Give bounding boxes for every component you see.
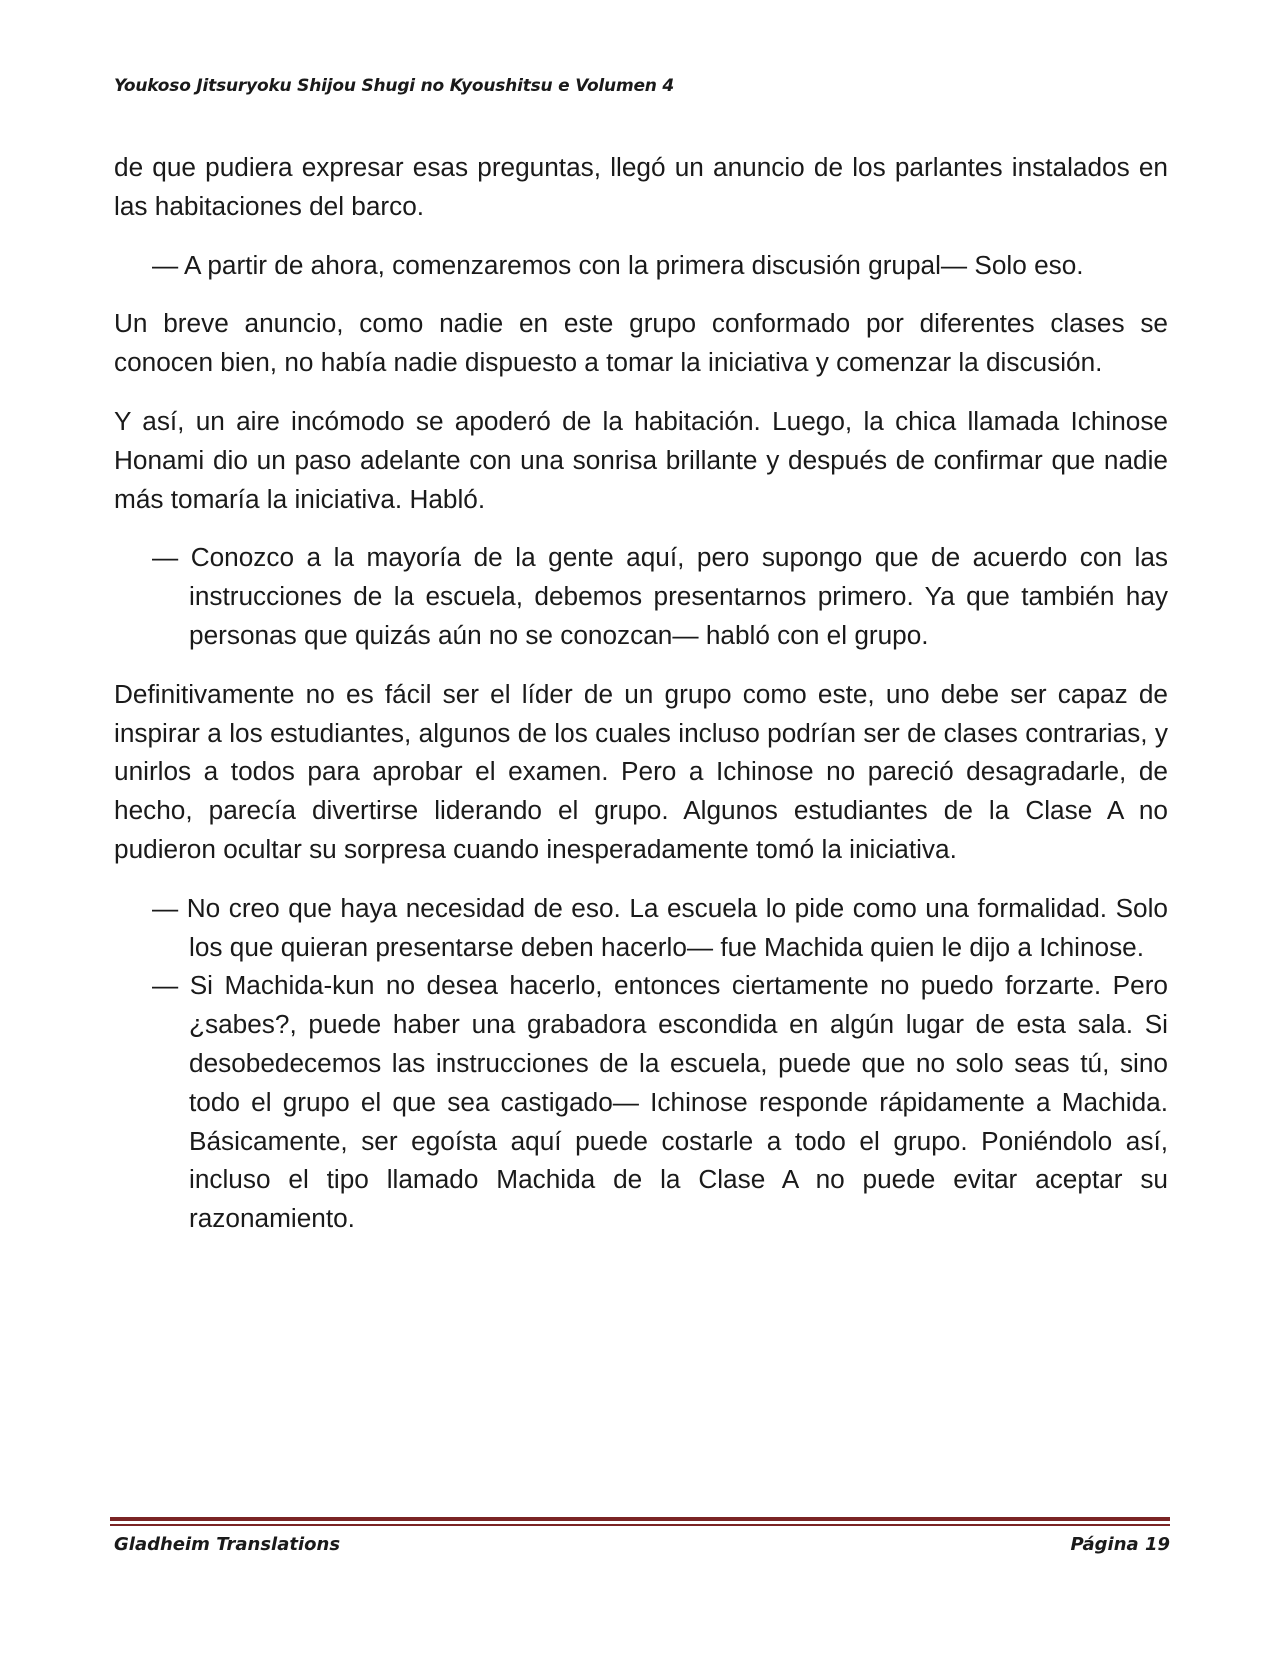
footer-credit: Gladheim Translations [114, 1534, 341, 1555]
footer-divider [110, 1517, 1170, 1529]
dialogue-line: — No creo que haya necesidad de eso. La escuela lo pide como una formalidad. Solo los que quieran presentarse deben hacerlo— fue Machida quien le dijo a Ichinose. [152, 892, 1168, 962]
page-number: Página 19 [1070, 1534, 1170, 1555]
dialogue-line: — Conozco a la mayoría de la gente aquí, pero supongo que de acuerdo con las instrucciones de la escuela, debemos presentarnos primero. Ya que también hay personas que quizás aún no se conozcan— habló con el grupo. [152, 542, 1168, 650]
dialogue-line: — Si Machida-kun no desea hacerlo, entonces ciertamente no puedo forzarte. Pero ¿sabes?, puede haber una grabadora escondida en algún lugar de esta sala. Si desobedecemos las instrucciones de la escuela, puede que no solo seas tú, sino todo el grupo el que sea castigado— Ichinose responde rápidamente a Machida. Básicamente, ser egoísta aquí puede costarle a todo el grupo. Poniéndolo así, incluso el tipo llamado Machida de la Clase A no puede evitar aceptar su razonamiento. [152, 970, 1168, 1234]
running-header-title: Youkoso Jitsuryoku Shijou Shugi no Kyoushitsu e Volumen 4 [114, 76, 675, 96]
footer-divider-thick [110, 1517, 1170, 1521]
dialogue-line: — A partir de ahora, comenzaremos con la primera discusión grupal— Solo eso. [152, 249, 1084, 280]
paragraph: Definitivamente no es fácil ser el líder de un grupo como este, uno debe ser capaz de inspirar a los estudiantes, algunos de los cuales incluso podrían ser de clases contrarias, y unirlos a todos para aprobar el examen. Pero a Ichinose no pareció desagradarle, de hecho, parecía divertirse liderando el grupo. Algunos estudiantes de la Clase A no pudieron ocultar su sorpresa cuando inesperadamente tomó la iniciativa. [114, 678, 1168, 864]
paragraph: de que pudiera expresar esas preguntas, llegó un anuncio de los parlantes instalados en las habitaciones del barco. [114, 152, 1168, 221]
footer-divider-thin [110, 1524, 1170, 1526]
paragraph: Un breve anuncio, como nadie en este grupo conformado por diferentes clases se conocen bien, no había nadie dispuesto a tomar la iniciativa y comenzar la discusión. [114, 308, 1168, 378]
page-body [114, 148, 1168, 1258]
paragraph: Y así, un aire incómodo se apoderó de la habitación. Luego, la chica llamada Ichinose Honami dio un paso adelante con una sonrisa brillante y después de confirmar que nadie más tomaría la iniciativa. Habló. [114, 405, 1168, 514]
